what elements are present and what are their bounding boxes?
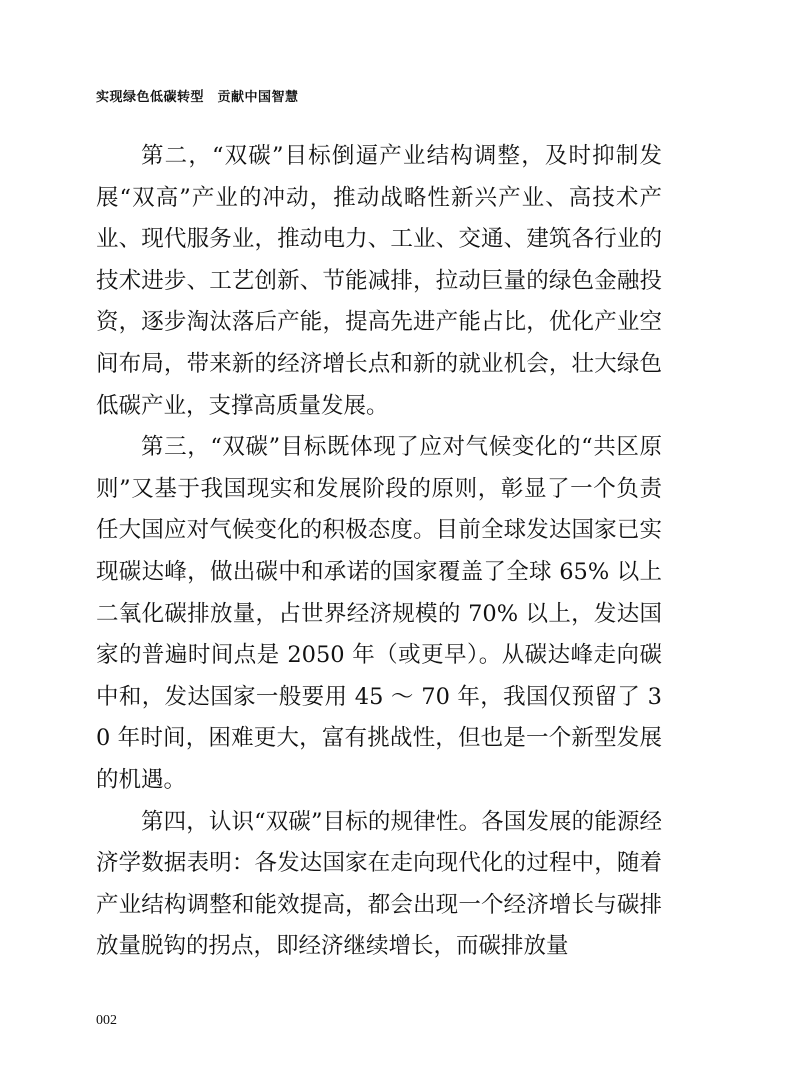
paragraph-second-point: 第二，“双碳”目标倒逼产业结构调整，及时抑制发展“双高”产业的冲动，推动战略性新兴产业、高技术产业、现代服务业，推动电力、工业、交通、建筑各行业的技术进步、工艺创新、节能减排，拉动巨量的绿色金融投资，逐步淘汰落后产能，提高先进产能占比，优化产业空间布局，带来新的经济增长点和新的就业机会，壮大绿色低碳产业，支撑高质量发展。 bbox=[96, 143, 662, 419]
paragraph-fourth-point: 第四，认识“双碳”目标的规律性。各国发展的能源经济学数据表明：各发达国家在走向现代化的过程中，随着产业结构调整和能效提高，都会出现一个经济增长与碳排放量脱钩的拐点，即经济继续增长，而碳排放量 bbox=[96, 808, 662, 960]
paragraph-third-point: 第三，“双碳”目标既体现了应对气候变化的“共区原则”又基于我国现实和发展阶段的原则，彰显了一个负责任大国应对气候变化的积极态度。目前全球发达国家已实现碳达峰，做出碳中和承诺的国家覆盖了全球 65% 以上二氧化碳排放量，占世界经济规模的 70% 以上，发达国家的普遍时间点是 2050 年（或更早）。从碳达峰走向碳中和，发达国家一般要用 45 ～ 70 年，我国仅预留了 30 年时间，困难更大，富有挑战性，但也是一个新型发展的机遇。 bbox=[96, 434, 662, 793]
body-text bbox=[96, 136, 662, 968]
page-number: 002 bbox=[96, 1013, 117, 1028]
running-header-title: 实现绿色低碳转型 贡献中国智慧 bbox=[96, 90, 299, 105]
